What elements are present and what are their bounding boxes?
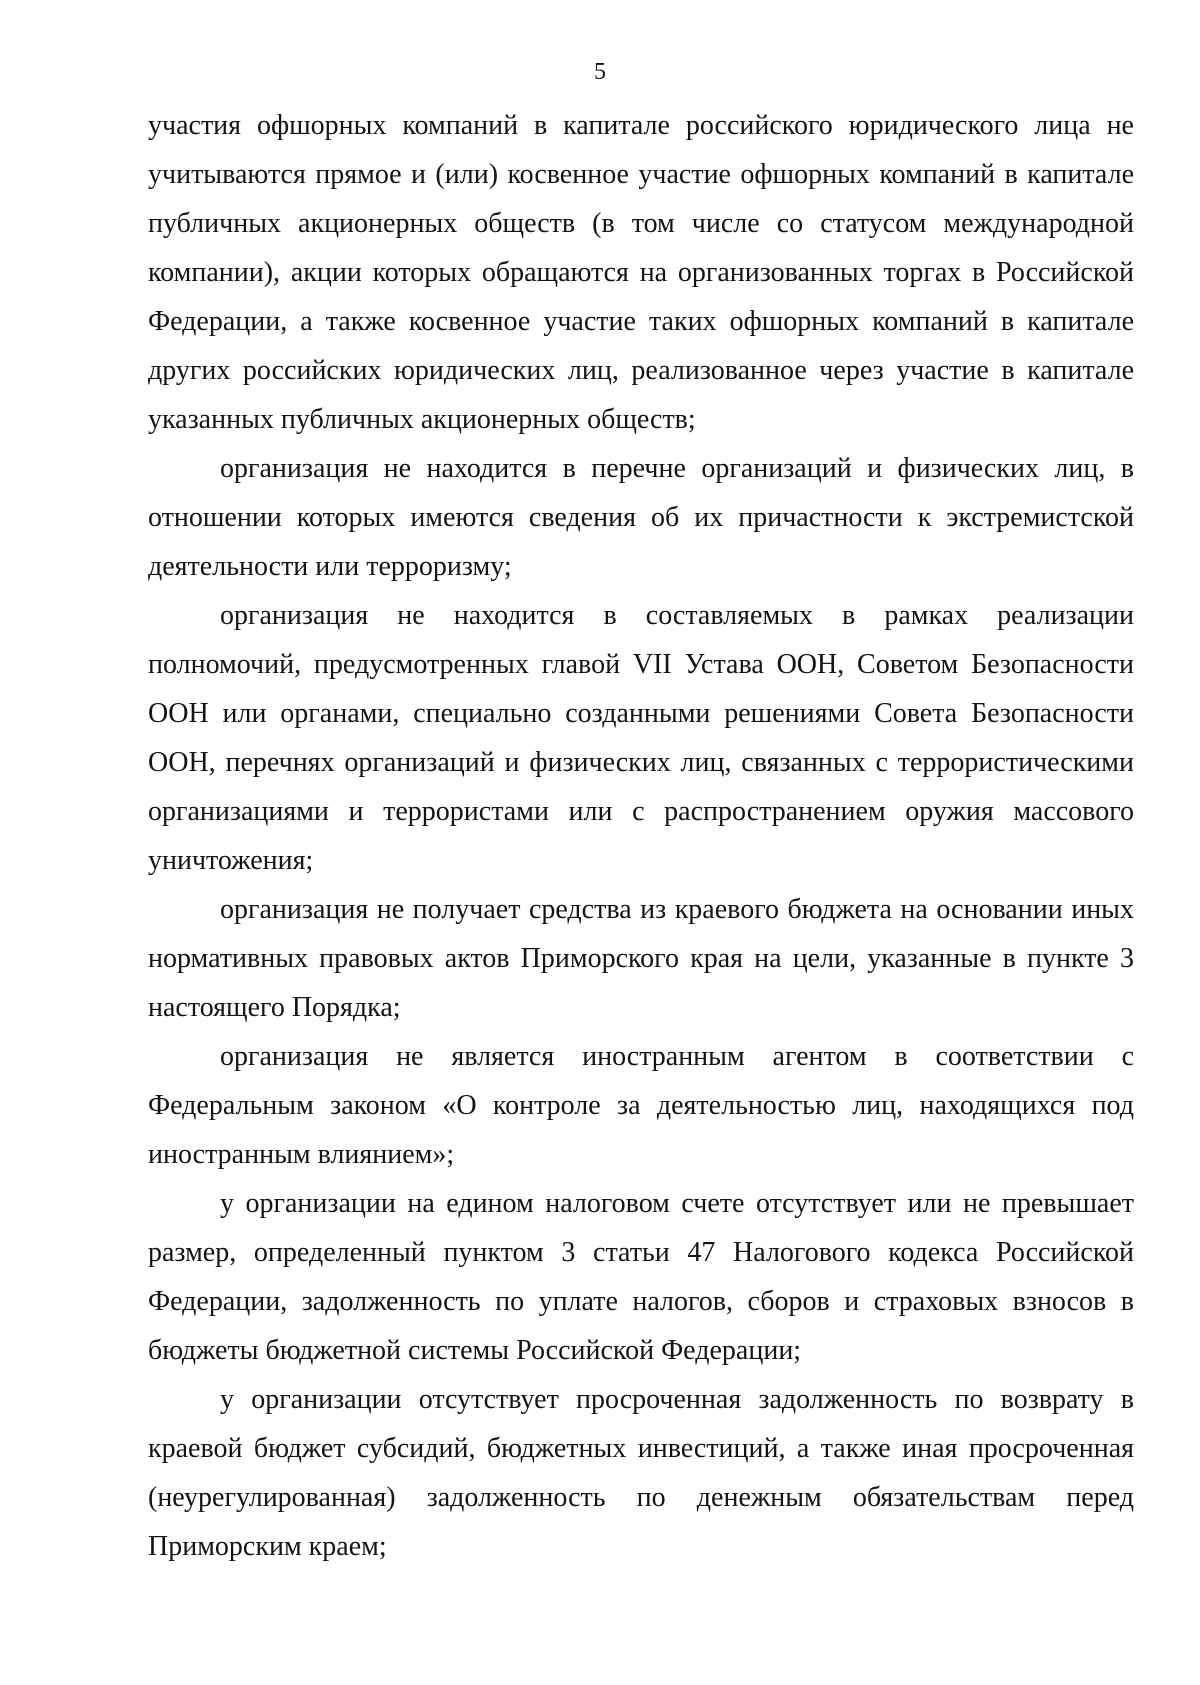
paragraph-no-other-budget-funds: организация не получает средства из краевого бюджета на основании иных нормативных правовых актов Приморского края на цели, указанные в пункте 3 настоящего Порядка;: [148, 894, 1134, 1023]
paragraph-overdue-debt: у организации отсутствует просроченная задолженность по возврату в краевой бюджет субсидий, бюджетных инвестиций, а также иная просроченная (неурегулированная) задолженность по денежным обязательствам перед Приморским краем;: [148, 1384, 1134, 1562]
paragraph-extremism-list: организация не находится в перечне организаций и физических лиц, в отношении которых имеются сведения об их причастности к экстремистской деятельности или терроризму;: [148, 453, 1134, 582]
paragraph-foreign-agent: организация не является иностранным агентом в соответствии с Федеральным законом «О контроле за деятельностью лиц, находящихся под иностранным влиянием»;: [148, 1041, 1134, 1170]
document-body: [148, 101, 1134, 1571]
paragraph-un-sanctions-list: организация не находится в составляемых в рамках реализации полномочий, предусмотренных главой VII Устава ООН, Советом Безопасности ООН или органами, специально созданными решениями Совета Безопасности ООН, перечнях организаций и физических лиц, связанных с террористическими организациями и террористами или с распространением оружия массового уничтожения;: [148, 600, 1134, 876]
page-number: 5: [594, 59, 606, 85]
paragraph-offshore-participation: участия офшорных компаний в капитале российского юридического лица не учитываются прямое и (или) косвенное участие офшорных компаний в капитале публичных акционерных обществ (в том числе со статусом международной компании), акции которых обращаются на организованных торгах в Российской Федерации, а также косвенное участие таких офшорных компаний в капитале других российских юридических лиц, реализованное через участие в капитале указанных публичных акционерных обществ;: [148, 110, 1134, 435]
paragraph-tax-debt: у организации на едином налоговом счете отсутствует или не превышает размер, определенный пунктом 3 статьи 47 Налогового кодекса Российской Федерации, задолженность по уплате налогов, сборов и страховых взносов в бюджеты бюджетной системы Российской Федерации;: [148, 1188, 1134, 1366]
